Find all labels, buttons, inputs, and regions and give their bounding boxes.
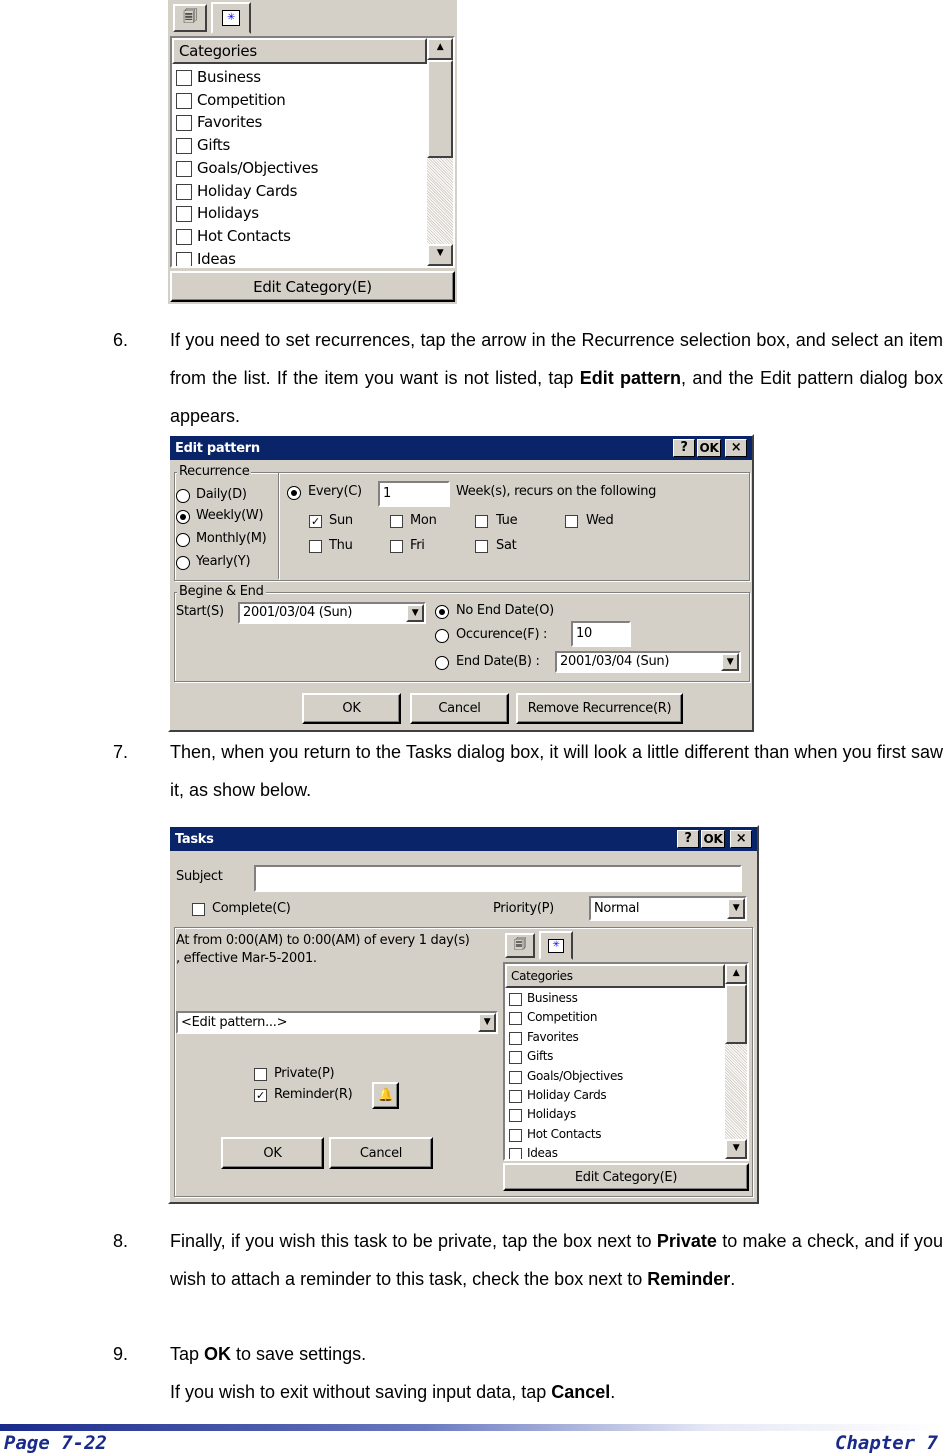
day-wed-checkbox[interactable]: [565, 515, 578, 528]
category-checkbox[interactable]: [509, 1071, 522, 1084]
category-checkbox[interactable]: [509, 1109, 522, 1122]
radio-occurence[interactable]: [435, 629, 449, 643]
bell-icon: 🔔: [377, 1088, 394, 1103]
tab-categories[interactable]: [539, 931, 573, 960]
category-item: Goals/Objectives: [197, 158, 319, 177]
chevron-down-icon[interactable]: ▼: [406, 604, 424, 622]
category-item: Gifts: [197, 136, 231, 155]
start-label: Start(S): [176, 604, 224, 619]
priority-value: Normal: [594, 901, 640, 916]
recurrence-select[interactable]: [176, 1011, 498, 1034]
category-item: Gifts: [527, 1049, 554, 1064]
scroll-thumb[interactable]: [725, 984, 747, 1044]
daily-label: Daily(D): [196, 487, 247, 502]
help-button[interactable]: ?: [677, 830, 699, 848]
categories-panel: [168, 0, 457, 304]
category-checkbox[interactable]: [509, 1090, 522, 1103]
recurrence-value: <Edit pattern...>: [181, 1015, 288, 1030]
category-checkbox[interactable]: [176, 70, 192, 86]
edit-category-button[interactable]: Edit Category(E): [170, 271, 455, 302]
step6-text-before: If you need to set recurrences, tap the arrow in the Recurrence selection box, and select an item from the list. If the item you want is not listed, tap: [170, 330, 943, 388]
day-thu-label: Thu: [329, 538, 353, 553]
category-checkbox[interactable]: [176, 184, 192, 200]
day-sun-label: Sun: [329, 513, 353, 528]
day-fri-checkbox[interactable]: [390, 540, 403, 553]
complete-checkbox[interactable]: [192, 903, 205, 916]
subject-input[interactable]: [254, 865, 742, 892]
day-tue-label: Tue: [496, 513, 518, 528]
tab-notes[interactable]: [505, 933, 535, 958]
day-wed-label: Wed: [586, 513, 614, 528]
day-tue-checkbox[interactable]: [475, 515, 488, 528]
ok-bold: OK: [204, 1344, 232, 1364]
category-item: Business: [527, 991, 578, 1005]
close-button[interactable]: ×: [730, 830, 752, 848]
occurence-label: Occurence(F) :: [456, 627, 548, 642]
end-date-value: 2001/03/04 (Sun): [560, 654, 670, 669]
day-mon-checkbox[interactable]: [390, 515, 403, 528]
ok-button[interactable]: OK: [302, 693, 401, 724]
recurrence-group-label: Recurrence: [179, 464, 250, 479]
scroll-down-button[interactable]: ▼: [725, 1139, 747, 1159]
title-ok-button[interactable]: OK: [701, 830, 725, 848]
step8-t1: Finally, if you wish this task to be private, tap the box next to: [170, 1231, 657, 1251]
cancel-button[interactable]: Cancel: [410, 693, 509, 724]
step9-line2-t1: If you wish to exit without saving input data, tap: [170, 1382, 552, 1402]
every-label: Every(C): [308, 484, 362, 499]
radio-yearly[interactable]: [176, 556, 190, 570]
notes-icon: 🗐: [514, 937, 526, 951]
category-item: Holiday Cards: [527, 1088, 607, 1102]
tab-notes[interactable]: [173, 4, 207, 32]
dialog-title: Edit pattern: [175, 440, 260, 456]
category-item: Holidays: [527, 1107, 576, 1122]
reminder-checkbox[interactable]: ✓: [254, 1089, 267, 1102]
cancel-button[interactable]: Cancel: [329, 1137, 433, 1169]
step9-t1: Tap: [170, 1344, 205, 1364]
category-checkbox[interactable]: [176, 93, 192, 109]
chevron-down-icon[interactable]: ▼: [478, 1013, 496, 1032]
step-number: 7.: [113, 742, 129, 762]
step7-text: Then, when you return to the Tasks dialog box, it will look a little different than when you first saw it, as show below.: [170, 742, 943, 800]
footer-rule: [0, 1424, 944, 1431]
day-sat-checkbox[interactable]: [475, 540, 488, 553]
category-item: Goals/Objectives: [527, 1068, 623, 1083]
recurrence-summary-1: At from 0:00(AM) to 0:00(AM) of every 1 day(s): [176, 933, 470, 948]
categories-icon: ✳: [222, 10, 240, 26]
cancel-bold: Cancel: [551, 1382, 611, 1402]
day-sun-checkbox[interactable]: ✓: [309, 515, 322, 528]
category-item: Ideas: [527, 1146, 558, 1161]
category-checkbox[interactable]: [176, 229, 192, 245]
category-checkbox[interactable]: [509, 1012, 522, 1025]
title-ok-button[interactable]: OK: [697, 439, 721, 457]
reminder-sound-button[interactable]: [372, 1082, 399, 1109]
step9-line1: [170, 1344, 366, 1365]
dialog-title: Tasks: [175, 831, 214, 847]
end-date-label: End Date(B) :: [456, 654, 540, 669]
chevron-down-icon[interactable]: ▼: [721, 653, 739, 671]
priority-select[interactable]: [589, 896, 747, 921]
occurence-input[interactable]: 10: [571, 621, 631, 647]
category-checkbox[interactable]: [509, 1051, 522, 1064]
day-thu-checkbox[interactable]: [309, 540, 322, 553]
private-bold: Private: [656, 1231, 717, 1251]
edit-pattern-bold: Edit pattern: [579, 368, 682, 388]
step9-line2: [170, 1382, 615, 1403]
category-checkbox[interactable]: [176, 206, 192, 222]
category-checkbox[interactable]: [509, 993, 522, 1006]
complete-label: Complete(C): [212, 901, 291, 916]
scroll-up-button[interactable]: ▲: [427, 38, 453, 60]
subject-label: Subject: [176, 869, 223, 884]
radio-weekly[interactable]: [176, 510, 190, 524]
monthly-label: Monthly(M): [196, 531, 267, 546]
category-item: Hot Contacts: [527, 1126, 602, 1141]
category-item: Favorites: [197, 113, 263, 132]
tasks-dialog: [168, 825, 759, 1204]
category-checkbox[interactable]: [176, 115, 192, 131]
category-item: Competition: [527, 1010, 598, 1025]
category-item: Hot Contacts: [197, 226, 291, 245]
private-checkbox[interactable]: [254, 1068, 267, 1081]
category-checkbox[interactable]: [176, 161, 192, 177]
private-label: Private(P): [274, 1066, 335, 1081]
category-item: Business: [197, 68, 261, 86]
radio-every[interactable]: [287, 486, 301, 500]
category-checkbox[interactable]: [509, 1032, 522, 1045]
step-number: 8.: [113, 1231, 129, 1251]
radio-end-date[interactable]: [435, 656, 449, 670]
step8-text: [170, 1222, 943, 1298]
day-fri-label: Fri: [410, 538, 425, 553]
footer-chapter: Chapter 7: [835, 1432, 938, 1454]
remove-recurrence-button[interactable]: Remove Recurrence(R): [516, 693, 683, 724]
ok-button[interactable]: OK: [221, 1137, 324, 1169]
recurrence-summary-2: , effective Mar-5-2001.: [176, 951, 317, 966]
radio-no-end[interactable]: [435, 605, 449, 619]
weekly-label: Weekly(W): [196, 508, 264, 523]
radio-daily[interactable]: [176, 489, 190, 503]
no-end-label: No End Date(O): [456, 603, 554, 618]
step6-text-after: , and the Edit pattern dialog box appears.: [170, 368, 944, 426]
category-item: Holiday Cards: [197, 181, 298, 200]
help-button[interactable]: ?: [673, 439, 695, 457]
yearly-label: Yearly(Y): [196, 554, 251, 569]
radio-monthly[interactable]: [176, 533, 190, 547]
notes-icon: 🗐: [183, 9, 197, 25]
step6-text: [170, 321, 943, 435]
reminder-bold: Reminder: [647, 1269, 731, 1289]
chevron-down-icon[interactable]: ▼: [727, 898, 745, 919]
begin-end-label: Begine & End: [179, 584, 264, 599]
priority-label: Priority(P): [493, 901, 554, 916]
every-input[interactable]: 1: [378, 481, 450, 507]
edit-pattern-dialog: [168, 434, 754, 732]
type-subgroup: [278, 473, 279, 579]
start-date-value: 2001/03/04 (Sun): [243, 605, 353, 620]
category-item: Favorites: [527, 1029, 579, 1044]
edit-category-button[interactable]: Edit Category(E): [503, 1163, 749, 1191]
category-item: Ideas: [197, 249, 236, 268]
scroll-up-button[interactable]: ▲: [725, 964, 747, 984]
end-date-select[interactable]: [555, 651, 741, 673]
close-button[interactable]: ×: [725, 439, 747, 457]
tab-categories[interactable]: [211, 2, 251, 34]
footer-page: Page 7-22: [4, 1432, 107, 1454]
categories-header[interactable]: Categories: [172, 38, 427, 64]
scroll-down-button[interactable]: ▼: [427, 244, 453, 266]
step-number: 6.: [113, 330, 129, 350]
category-checkbox[interactable]: [176, 138, 192, 154]
step9-line2-t2: .: [610, 1382, 616, 1402]
step-number: 9.: [113, 1344, 129, 1364]
scroll-thumb[interactable]: [427, 60, 453, 158]
dialog-title-bar: [170, 827, 757, 851]
day-mon-label: Mon: [410, 513, 437, 528]
categories-icon: ✳: [548, 939, 564, 953]
step8-t3: .: [730, 1269, 736, 1289]
categories-header[interactable]: Categories: [505, 964, 725, 988]
categories-list: [170, 36, 455, 268]
scrollbar[interactable]: [725, 964, 747, 1159]
category-item: Competition: [197, 90, 286, 109]
dialog-title-bar: [170, 436, 752, 460]
every-suffix: Week(s), recurs on the following: [456, 484, 657, 499]
step8-t2: to make a check, and if you wish to attach a reminder to this task, check the box next to: [170, 1231, 944, 1289]
start-date-select[interactable]: [238, 602, 426, 624]
category-item: Holidays: [197, 204, 259, 223]
step9-t2: to save settings.: [231, 1344, 367, 1364]
categories-list: [503, 962, 749, 1161]
day-sat-label: Sat: [496, 538, 517, 553]
category-checkbox[interactable]: [509, 1129, 522, 1142]
category-checkbox[interactable]: [176, 252, 192, 268]
category-checkbox[interactable]: [509, 1148, 522, 1161]
reminder-label: Reminder(R): [274, 1087, 353, 1102]
scrollbar[interactable]: [427, 38, 453, 266]
